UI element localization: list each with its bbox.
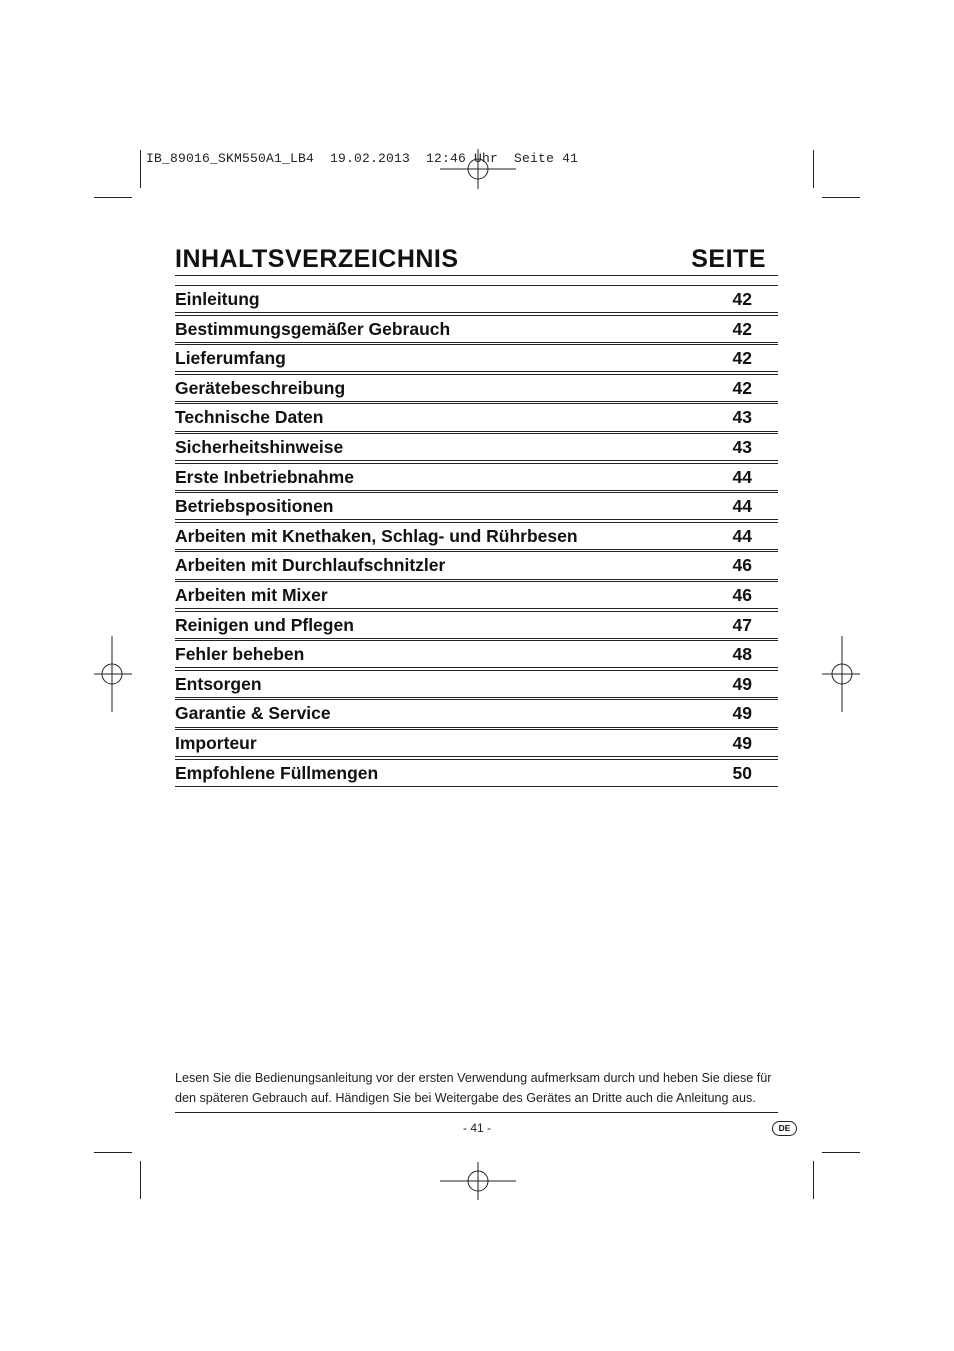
- toc-entry: [175, 315, 778, 343]
- toc-entry: [175, 551, 778, 579]
- toc-entry: [175, 759, 778, 787]
- crop-mark-top-right-v: [813, 150, 814, 188]
- toc-entry: [175, 492, 778, 520]
- toc-entry: [175, 640, 778, 668]
- registration-mark-bottom-icon: [440, 1162, 516, 1200]
- crop-mark-top-left-h: [94, 197, 132, 198]
- toc-entry-label: Betriebspositionen: [175, 496, 334, 517]
- toc-entry-page: 48: [732, 644, 752, 665]
- toc-entry-page: 50: [732, 762, 752, 783]
- toc-entry-label: Arbeiten mit Knethaken, Schlag- und Rührbesen: [175, 525, 578, 546]
- toc-entry-page: 43: [732, 436, 752, 457]
- print-slug: IB_89016_SKM550A1_LB4 19.02.2013 12:46 Uhr Seite 41: [146, 151, 579, 166]
- toc-entry-label: Einleitung: [175, 289, 260, 309]
- toc-entry: [175, 670, 778, 698]
- toc-entry-page: 44: [732, 525, 752, 546]
- crop-mark-top-left-v: [140, 150, 141, 188]
- instruction-note: Lesen Sie die Bedienungsanleitung vor der ersten Verwendung aufmerksam durch und heben Sie diese für den späteren Gebrauch auf. Händigen Sie bei Weitergabe des Gerätes an Dritte auch die Anleitung aus.: [175, 1068, 778, 1113]
- toc-entry-label: Gerätebeschreibung: [175, 377, 346, 398]
- toc-title: INHALTSVERZEICHNIS: [175, 245, 459, 273]
- toc-entry: [175, 729, 778, 757]
- toc-entry-label: Sicherheitshinweise: [175, 436, 344, 457]
- registration-mark-top-icon: [440, 149, 516, 189]
- crop-mark-bottom-right-v: [813, 1161, 814, 1199]
- toc-entry: [175, 581, 778, 609]
- toc-entry-label: Reinigen und Pflegen: [175, 614, 354, 635]
- toc-entry: [175, 374, 778, 402]
- toc-entry: [175, 433, 778, 461]
- toc-entry: [175, 611, 778, 639]
- toc-entry: [175, 522, 778, 550]
- toc-entry-page: 44: [732, 466, 752, 487]
- toc-entry-page: 42: [732, 348, 752, 369]
- toc-entry-page: 49: [732, 673, 752, 694]
- toc-entry-page: 42: [732, 289, 752, 309]
- toc-header: [175, 244, 778, 276]
- toc-entry-page: 46: [732, 555, 752, 576]
- toc-entry-label: Erste Inbetriebnahme: [175, 466, 354, 487]
- toc-entry-label: Arbeiten mit Mixer: [175, 584, 328, 605]
- toc-list: [175, 285, 778, 788]
- toc-entry-label: Entsorgen: [175, 673, 262, 694]
- toc-entry: [175, 344, 778, 372]
- toc-entry-page: 47: [732, 614, 752, 635]
- toc-entry-label: Bestimmungsgemäßer Gebrauch: [175, 318, 451, 339]
- toc-entry-label: Arbeiten mit Durchlaufschnitzler: [175, 555, 446, 576]
- toc-entry-page: 43: [732, 407, 752, 428]
- toc-entry-page: 44: [732, 496, 752, 517]
- toc-entry: [175, 285, 778, 313]
- registration-mark-left-icon: [94, 636, 132, 712]
- toc-entry-label: Lieferumfang: [175, 348, 286, 369]
- language-badge: DE: [772, 1121, 797, 1136]
- toc-entry-label: Empfohlene Füllmengen: [175, 762, 379, 783]
- registration-mark-right-icon: [822, 636, 860, 712]
- toc-page-heading: SEITE: [691, 245, 766, 273]
- toc-entry: [175, 699, 778, 727]
- toc-entry-label: Garantie & Service: [175, 703, 331, 724]
- toc-entry-label: Fehler beheben: [175, 644, 305, 665]
- toc-entry: [175, 463, 778, 491]
- toc-entry-label: Technische Daten: [175, 407, 324, 428]
- crop-mark-bottom-left-h: [94, 1152, 132, 1153]
- toc-entry-page: 49: [732, 703, 752, 724]
- toc-entry-page: 49: [732, 732, 752, 753]
- crop-mark-top-right-h: [822, 197, 860, 198]
- toc-entry-page: 42: [732, 318, 752, 339]
- toc-entry-label: Importeur: [175, 732, 257, 753]
- page-number: - 41 -: [462, 1121, 491, 1135]
- crop-mark-bottom-right-h: [822, 1152, 860, 1153]
- toc-entry-page: 46: [732, 584, 752, 605]
- toc-entry-page: 42: [732, 377, 752, 398]
- crop-mark-bottom-left-v: [140, 1161, 141, 1199]
- toc-entry: [175, 403, 778, 431]
